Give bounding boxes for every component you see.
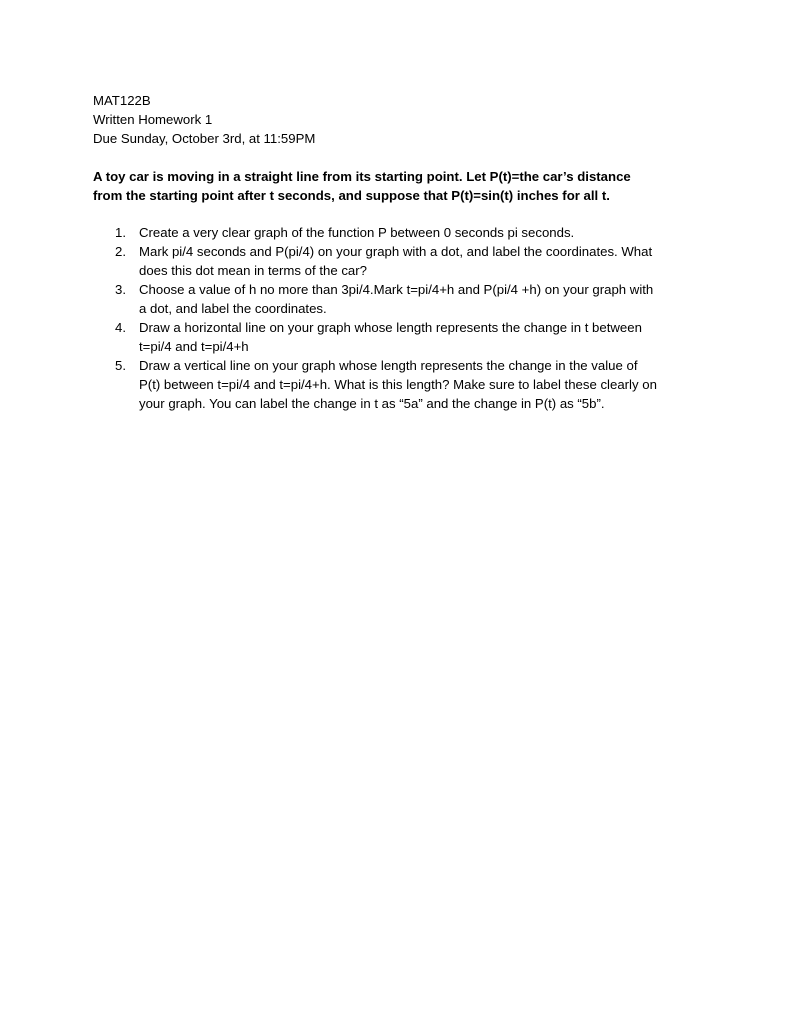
problem-statement-line: from the starting point after t seconds, and suppose that P(t)=sin(t) inches for all t.	[93, 188, 610, 203]
question-text-line: your graph. You can label the change in t as “5a” and the change in P(t) as “5b”.	[139, 396, 605, 411]
problem-statement	[93, 167, 705, 205]
question-text-line: a dot, and label the coordinates.	[139, 301, 327, 316]
question-text-line: Draw a horizontal line on your graph whose length represents the change in t between	[139, 320, 642, 335]
course-code: MAT122B	[93, 93, 151, 108]
question-number: 1.	[115, 225, 126, 240]
question-item	[93, 242, 705, 280]
due-date: Due Sunday, October 3rd, at 11:59PM	[93, 131, 316, 146]
assignment-title: Written Homework 1	[93, 112, 213, 127]
question-text-line: does this dot mean in terms of the car?	[139, 263, 367, 278]
question-number: 4.	[115, 320, 126, 335]
question-text-line: Choose a value of h no more than 3pi/4.Mark t=pi/4+h and P(pi/4 +h) on your graph with	[139, 282, 654, 297]
question-number: 3.	[115, 282, 126, 297]
question-text-line: P(t) between t=pi/4 and t=pi/4+h. What is this length? Make sure to label these clearly on	[139, 377, 657, 392]
question-text-line: Mark pi/4 seconds and P(pi/4) on your graph with a dot, and label the coordinates. What	[139, 244, 653, 259]
document-content	[93, 91, 705, 413]
question-list	[93, 223, 705, 413]
question-item	[93, 356, 705, 413]
question-number: 5.	[115, 358, 126, 373]
problem-statement-line: A toy car is moving in a straight line from its starting point. Let P(t)=the car’s distance	[93, 169, 631, 184]
question-text-line: Create a very clear graph of the function P between 0 seconds pi seconds.	[139, 225, 575, 240]
question-item	[93, 280, 705, 318]
question-text-line: t=pi/4 and t=pi/4+h	[139, 339, 249, 354]
question-item	[93, 318, 705, 356]
question-number: 2.	[115, 244, 126, 259]
question-item	[93, 223, 705, 242]
question-text-line: Draw a vertical line on your graph whose length represents the change in the value of	[139, 358, 638, 373]
